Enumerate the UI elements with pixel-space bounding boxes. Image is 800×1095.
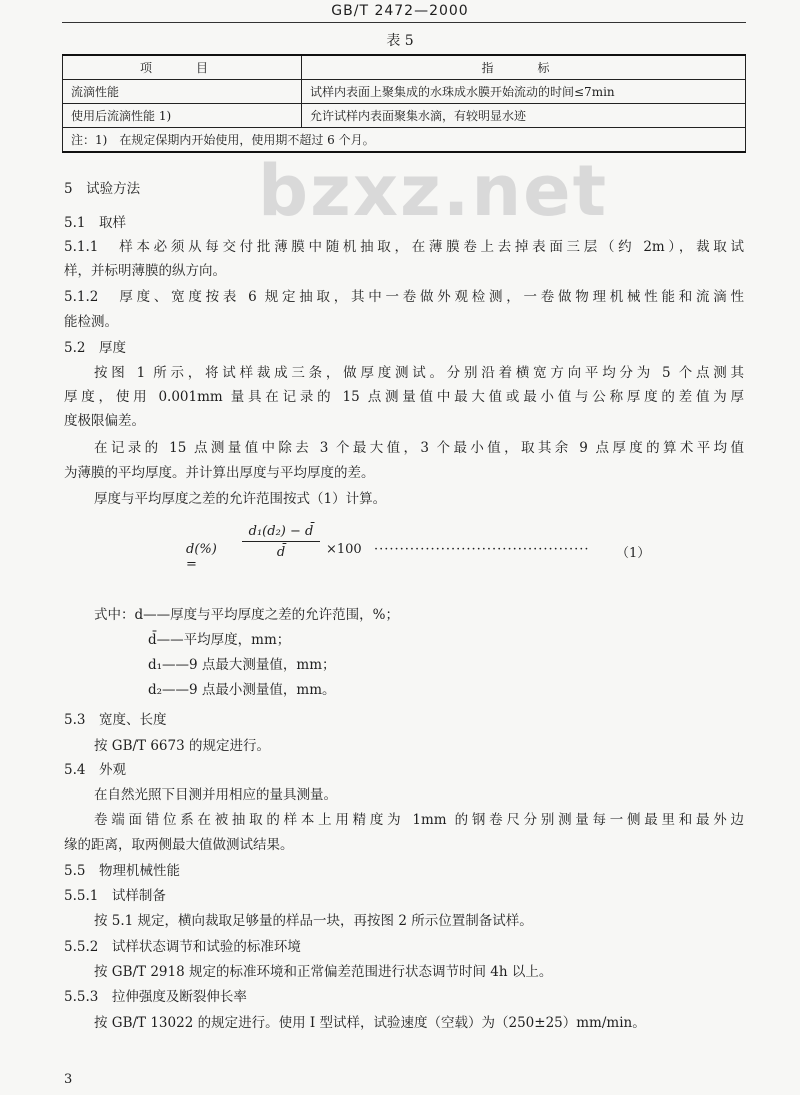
paragraph-line: 为薄膜的平均厚度。并计算出厚度与平均厚度的差。 — [64, 465, 375, 481]
variable-definition: 式中：d——厚度与平均厚度之差的允许范围，%； — [94, 607, 399, 623]
table-header-index: 指 标 — [302, 55, 746, 80]
section-heading: 5.5.1 试样制备 — [64, 888, 166, 904]
paragraph-line: 按 GB/T 13022 的规定进行。使用 I 型试样，试验速度（空载）为（250±25）mm/min。 — [94, 1015, 646, 1031]
table-note-row — [63, 128, 746, 153]
watermark: bzxz.net — [258, 150, 609, 232]
section-heading: 5.5.3 拉伸强度及断裂伸长率 — [64, 989, 247, 1005]
paragraph-line: 按 5.1 规定，横向裁取足够量的样品一块，再按图 2 所示位置制备试样。 — [94, 913, 533, 929]
paragraph-line: 5.1.2 厚度、宽度按表 6 规定抽取，其中一卷做外观检测，一卷做物理机械性能和流滴性 — [64, 289, 744, 305]
section-heading: 5.5.2 试样状态调节和试验的标准环境 — [64, 939, 301, 955]
formula-denominator: d̄ — [276, 545, 286, 560]
header-rule — [62, 22, 746, 23]
table-header-row — [63, 55, 746, 80]
formula-fraction — [242, 524, 320, 560]
page-number: 3 — [64, 1072, 73, 1087]
section-heading: 5 试验方法 — [64, 181, 141, 197]
section-heading: 5.3 宽度、长度 — [64, 712, 167, 728]
paragraph-line: 样，并标明薄膜的纵方向。 — [64, 263, 226, 279]
section-heading: 5.5 物理机械性能 — [64, 863, 180, 879]
table-title: 表 5 — [386, 33, 414, 49]
paragraph-line: 缘的距离，取两侧最大值做测试结果。 — [64, 837, 294, 853]
standard-code: GB/T 2472—2000 — [331, 3, 469, 19]
section-heading: 5.2 厚度 — [64, 340, 126, 356]
section-heading: 5.1 取样 — [64, 215, 126, 231]
paragraph-line: 能检测。 — [64, 314, 118, 330]
section-heading: 5.4 外观 — [64, 762, 126, 778]
table-cell: 允许试样内表面聚集水滴，有较明显水迹 — [302, 104, 746, 128]
table-cell: 流滴性能 — [63, 80, 302, 104]
paragraph-line: 度极限偏差。 — [64, 413, 145, 429]
table-cell: 使用后流滴性能 1) — [63, 104, 302, 128]
paragraph-line: 厚度，使用 0.001mm 量具在记录的 15 点测量值中最大值或最小值与公称厚度的差值为厚 — [64, 389, 744, 405]
formula-number: （1） — [616, 546, 651, 561]
paragraph-line: 按图 1 所示，将试样裁成三条，做厚度测试。分别沿着横宽方向平均分为 5 个点测其 — [94, 365, 744, 381]
paragraph-line: 在自然光照下目测并用相应的量具测量。 — [94, 787, 337, 803]
paragraph-line: 在记录的 15 点测量值中除去 3 个最大值，3 个最小值，取其余 9 点厚度的算术平均值 — [94, 440, 744, 456]
formula-numerator: d₁(d₂) − d̄ — [242, 524, 320, 542]
table-row — [63, 80, 746, 104]
table-row — [63, 104, 746, 128]
requirements-table — [62, 54, 746, 153]
formula-multiplier: ×100 — [326, 542, 362, 557]
paragraph-line: 按 GB/T 6673 的规定进行。 — [94, 738, 270, 754]
paragraph-line: 按 GB/T 2918 规定的标准环境和正常偏差范围进行状态调节时间 4h 以上。 — [94, 964, 553, 980]
variable-definition: d₁——9 点最大测量值，mm； — [148, 657, 336, 673]
variable-definition: d₂——9 点最小测量值，mm。 — [148, 682, 336, 698]
table-header-item: 项 目 — [63, 55, 302, 80]
paragraph-line: 卷端面错位系在被抽取的样本上用精度为 1mm 的钢卷尺分别测量每一侧最里和最外边 — [94, 812, 744, 828]
table-cell: 试样内表面上聚集成的水珠成水膜开始流动的时间≤7min — [302, 80, 746, 104]
variable-definition: d̄——平均厚度，mm； — [148, 632, 291, 648]
table-note: 注：1) 在规定保期内开始使用，使用期不超过 6 个月。 — [63, 128, 746, 153]
paragraph-line: 厚度与平均厚度之差的允许范围按式（1）计算。 — [94, 491, 387, 507]
formula-lhs: d(%) = — [186, 542, 217, 572]
paragraph-line: 5.1.1 样本必须从每交付批薄膜中随机抽取，在薄膜卷上去掉表面三层（约 2m），裁取试 — [64, 239, 744, 255]
formula-leader-dots: ·········································· — [374, 542, 590, 557]
